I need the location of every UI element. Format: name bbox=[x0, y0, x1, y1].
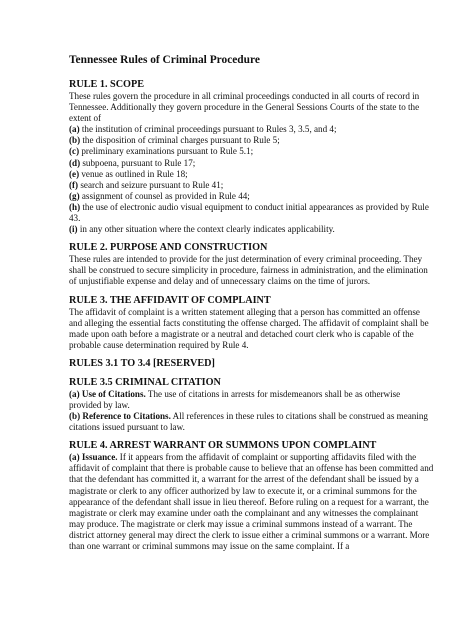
rule-4-heading: RULE 4. ARREST WARRANT OR SUMMONS UPON COMPLAINT bbox=[69, 440, 377, 452]
rules-3-1-section bbox=[69, 358, 434, 370]
rules-3-1-heading: RULES 3.1 TO 3.4 [RESERVED] bbox=[69, 357, 215, 369]
rule-1-item-b: (b) the disposition of criminal charges pursuant to Rule 5; bbox=[69, 135, 280, 146]
rule-2-section bbox=[69, 242, 434, 287]
rule-1-items bbox=[69, 124, 434, 235]
rule-3-heading: RULE 3. THE AFFIDAVIT OF COMPLAINT bbox=[69, 294, 271, 306]
rule-3-5-heading: RULE 3.5 CRIMINAL CITATION bbox=[69, 376, 221, 388]
rule-1-item-c: (c) preliminary examinations pursuant to Rule 5.1; bbox=[69, 146, 254, 157]
rule-1-item-f: (f) search and seizure pursuant to Rule 41; bbox=[69, 179, 224, 190]
rule-3-5-item-b: (b) Reference to Citations. All references in these rules to citations shall be construed as meaning citations issued pursuant to law. bbox=[69, 411, 428, 433]
rule-2-heading: RULE 2. PURPOSE AND CONSTRUCTION bbox=[69, 242, 268, 254]
rule-3-5-item-a: (a) Use of Citations. The use of citations in arrests for misdemeanors shall be as otherwise provided by law. bbox=[69, 388, 401, 410]
rule-2-text: These rules are intended to provide for the just determination of every criminal proceeding. They shall be construed to secure simplicity in procedure, fairness in administration, and the elimination of unjustifiable expense and delay and of unnecessary claims on the time of jurors. bbox=[69, 254, 428, 287]
rule-1-item-i: (i) in any other situation where the context clearly indicates applicability. bbox=[69, 224, 335, 235]
rule-1-item-a: (a) the institution of criminal proceedings pursuant to Rules 3, 3.5, and 4; bbox=[69, 124, 337, 135]
rule-1-heading: RULE 1. SCOPE bbox=[69, 79, 145, 90]
rule-4-section bbox=[69, 440, 434, 552]
rule-3-text: The affidavit of complaint is a written statement alleging that a person has committed an offense and alleging the essential facts constituting the offense charged. The affidavit of complaint shall be made upon oath before a magistrate or a neutral and detached court clerk who is capable of the probable cause determination required by Rule 4. bbox=[69, 306, 429, 350]
rule-1-intro: These rules govern the procedure in all criminal proceedings conducted in all courts of record in Tennessee. Additionally they govern procedure in the General Sessions Courts of the state to the extent of bbox=[69, 91, 420, 124]
rule-3-section bbox=[69, 295, 434, 351]
rule-4-item-a: (a) Issuance. If it appears from the affidavit of complaint or supporting affidavits filed with the affidavit of complaint that there is probable cause to believe that an offense has been committed and that the defendant has committed it, a warrant for the arrest of the defendant shall be issued by a magistrate or clerk to any officer authorized by law to execute it, or a criminal summons for the appearance of the defendant shall issue in lieu thereof. Before ruling on a request for a warrant, the magistrate or clerk may examine under oath the complainant and any witnesses the complainant may produce. The magistrate or clerk may issue a criminal summons instead of a warrant. The district attorney general may direct the clerk to issue either a criminal summons or a warrant. More than one warrant or criminal summons may issue on the same complaint. If a bbox=[69, 452, 434, 551]
rule-1-item-e: (e) venue as outlined in Rule 18; bbox=[69, 168, 188, 179]
rule-1-item-g: (g) assignment of counsel as provided in Rule 44; bbox=[69, 190, 250, 201]
document-title: Tennessee Rules of Criminal Procedure bbox=[69, 54, 260, 66]
rule-3-5-section bbox=[69, 377, 434, 433]
rule-1-item-d: (d) subpoena, pursuant to Rule 17; bbox=[69, 157, 196, 168]
rule-1-item-h: (h) the use of electronic audio visual equipment to conduct initial appearances as provided by Rule 43. bbox=[69, 201, 429, 224]
rule-1-section bbox=[69, 79, 434, 235]
